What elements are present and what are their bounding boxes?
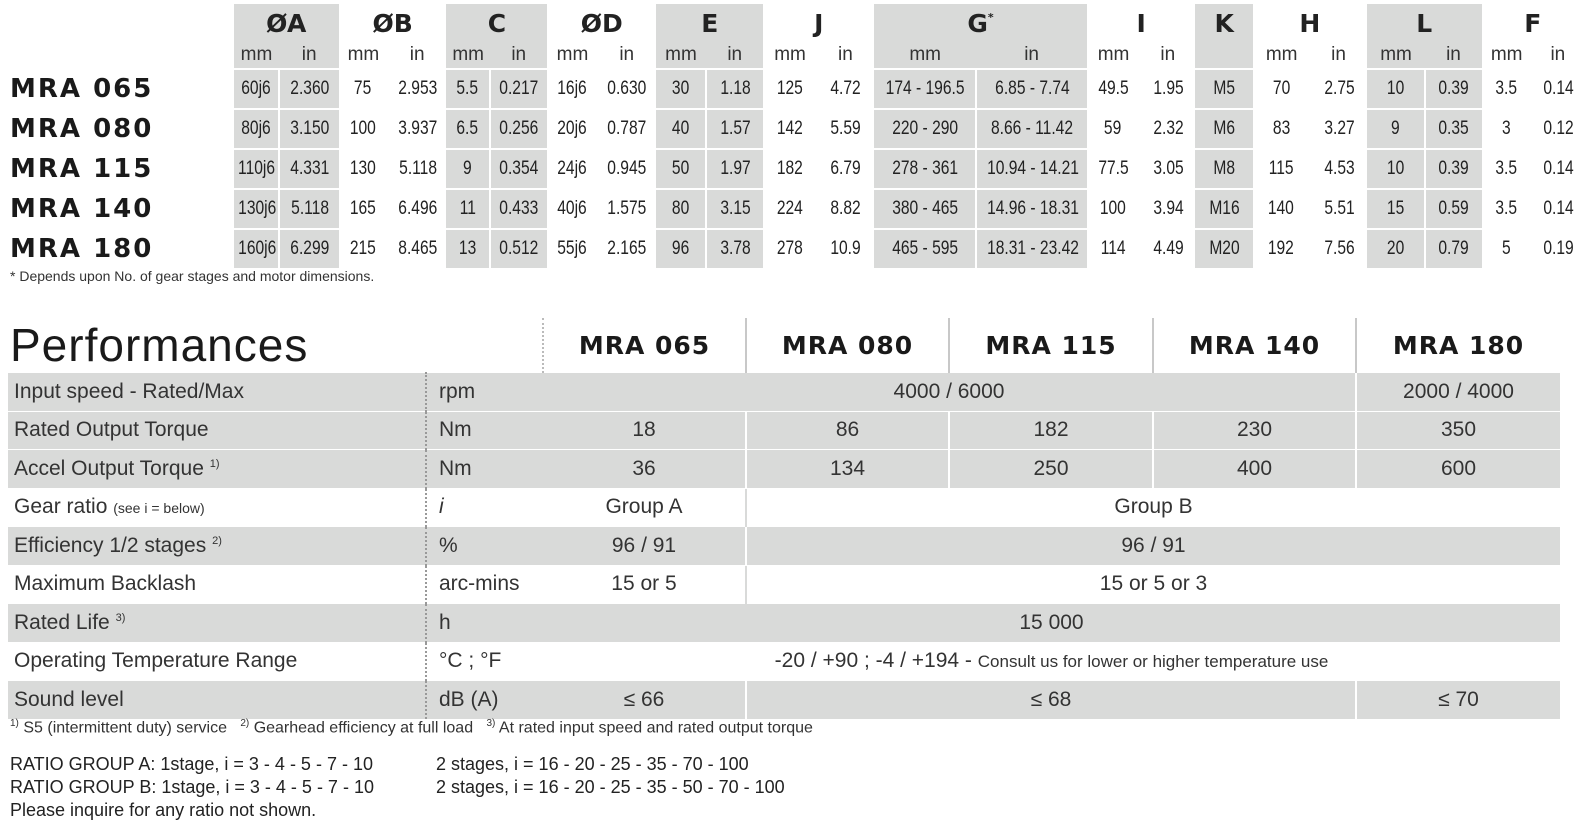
dimension-cell: 130j6 — [234, 189, 280, 229]
dimension-cell: 1.575 — [597, 189, 656, 229]
param-value: 350 — [1356, 411, 1560, 450]
dimension-cell: 49.5 — [1087, 69, 1140, 109]
perf-row-backlash — [8, 565, 1560, 604]
dimension-cell: 24j6 — [547, 149, 597, 189]
dimension-cell: 0.39 — [1425, 69, 1481, 109]
ratio-group-a-2stages: 2 stages, i = 16 - 20 - 25 - 35 - 70 - 100 — [436, 754, 749, 774]
unit-mm: mm — [656, 42, 706, 69]
unit-in: in — [279, 42, 339, 69]
perf-row-gear-ratio — [8, 488, 1560, 527]
dimension-cell: 160j6 — [234, 229, 280, 268]
dimension-cell: 30 — [656, 69, 706, 109]
param-value: 36 — [543, 450, 746, 489]
param-unit: Nm — [426, 411, 543, 450]
param-label: Operating Temperature Range — [8, 642, 426, 681]
perf-row-accel-torque — [8, 450, 1560, 489]
footnote-1: S5 (intermittent duty) service — [23, 719, 227, 737]
param-unit: arc-mins — [426, 565, 543, 604]
dimension-cell: 83 — [1253, 109, 1310, 149]
dimension-cell: 0.354 — [490, 149, 547, 189]
param-value: -20 / +90 ; -4 / +194 - Consult us for lower or higher temperature use — [543, 642, 1560, 681]
param-unit: % — [426, 527, 543, 566]
dimension-cell: 0.14 — [1532, 69, 1584, 109]
param-label: Rated Output Torque — [8, 411, 426, 450]
dimension-cell: 3 — [1482, 109, 1532, 149]
dimension-row — [8, 149, 1584, 189]
dimension-cell: 0.945 — [597, 149, 656, 189]
dimension-cell: M5 — [1195, 69, 1252, 109]
unit-mm: mm — [1367, 42, 1426, 69]
dimension-cell: 20 — [1367, 229, 1426, 268]
dimension-cell: 9 — [1367, 109, 1426, 149]
ratio-group-b: RATIO GROUP B: 1stage, i = 3 - 4 - 5 - 7 - 10 — [10, 777, 374, 797]
param-value: 18 — [543, 411, 746, 450]
ratio-group-a: RATIO GROUP A: 1stage, i = 3 - 4 - 5 - 7 - 10 — [10, 754, 373, 774]
dimension-cell: 224 — [763, 189, 816, 229]
dimension-cell: 10.94 - 14.21 — [976, 149, 1087, 189]
dimension-cell: 4.72 — [817, 69, 874, 109]
dim-group-header: C — [446, 4, 547, 42]
param-value: 96 / 91 — [746, 527, 1560, 566]
dimension-cell: 0.79 — [1425, 229, 1481, 268]
dimension-cell: 1.57 — [706, 109, 763, 149]
unit-mm: mm — [1097, 44, 1130, 65]
dimension-cell: 6.85 - 7.74 — [976, 69, 1087, 109]
param-value: 182 — [949, 411, 1153, 450]
dimension-cell: 13 — [446, 229, 490, 268]
model-label: MRA 065 — [8, 69, 234, 109]
dimension-cell: 5.59 — [817, 109, 874, 149]
dimension-cell: 0.14 — [1532, 189, 1584, 229]
param-value: 134 — [746, 450, 949, 489]
param-value: ≤ 66 — [543, 681, 746, 719]
dimension-cell: 3.05 — [1140, 149, 1195, 189]
dimension-cell: 0.19 — [1532, 229, 1584, 268]
dimension-cell: 1.97 — [706, 149, 763, 189]
dimension-cell: 6.299 — [279, 229, 339, 268]
param-value: 2000 / 4000 — [1356, 373, 1560, 412]
dimension-cell: 5.5 — [446, 69, 490, 109]
dim-group-header: K — [1195, 4, 1252, 42]
dimension-cell: 4.49 — [1140, 229, 1195, 268]
dimension-cell: 2.32 — [1140, 109, 1195, 149]
dimension-cell: 40j6 — [547, 189, 597, 229]
unit-in: in — [409, 44, 425, 65]
dimension-cell: 4.53 — [1310, 149, 1366, 189]
dimension-cell: 77.5 — [1087, 149, 1140, 189]
dimension-cell: 11 — [446, 189, 490, 229]
dimension-cell: 2.165 — [597, 229, 656, 268]
dimension-cell: 215 — [339, 229, 388, 268]
dimension-cell: 10 — [1367, 69, 1426, 109]
performances-title: Performances — [10, 319, 309, 371]
dim-group-header-g: G* — [874, 4, 1087, 42]
param-value: 96 / 91 — [543, 527, 746, 566]
param-value: 15 or 5 or 3 — [746, 565, 1560, 604]
param-value: 15 or 5 — [543, 565, 746, 604]
param-unit: i — [426, 488, 543, 527]
param-value: Group A — [543, 488, 746, 527]
footnote-2: Gearhead efficiency at full load — [253, 719, 474, 737]
dimensions-table — [8, 4, 1584, 268]
param-value: 15 000 — [543, 604, 1560, 643]
dimension-cell: 59 — [1087, 109, 1140, 149]
dim-group-header: L — [1367, 4, 1482, 42]
param-value: 230 — [1153, 411, 1356, 450]
dimension-cell: 2.953 — [388, 69, 447, 109]
footnote-3: At rated input speed and rated output torque — [498, 719, 813, 737]
unit-in: in — [976, 42, 1087, 69]
dimension-cell: 96 — [656, 229, 706, 268]
dimension-cell: 0.59 — [1425, 189, 1481, 229]
dimension-cell: 165 — [339, 189, 388, 229]
dim-group-header: F — [1524, 8, 1542, 38]
perf-row-rated-torque — [8, 411, 1560, 450]
performances-table — [8, 318, 1560, 719]
dimension-cell: 465 - 595 — [874, 229, 976, 268]
dimension-cell: 75 — [339, 69, 388, 109]
dimension-cell: 14.96 - 18.31 — [976, 189, 1087, 229]
dimension-cell: 3.15 — [706, 189, 763, 229]
dimension-cell: 174 - 196.5 — [874, 69, 976, 109]
unit-in: in — [1160, 44, 1176, 65]
dimension-cell: 100 — [339, 109, 388, 149]
dimension-row — [8, 109, 1584, 149]
perf-row-input-speed — [8, 373, 1560, 412]
model-label: MRA 115 — [8, 149, 234, 189]
dimension-cell: 130 — [339, 149, 388, 189]
unit-mm: mm — [446, 42, 490, 69]
model-label: MRA 180 — [8, 229, 234, 268]
dimension-cell: 8.465 — [388, 229, 447, 268]
perf-row-sound-level — [8, 681, 1560, 719]
dimension-cell: 278 - 361 — [874, 149, 976, 189]
dimension-cell: 3.5 — [1482, 189, 1532, 229]
model-label: MRA 140 — [8, 189, 234, 229]
dimension-cell: 80j6 — [234, 109, 280, 149]
unit-in: in — [1550, 44, 1566, 65]
perf-row-rated-life — [8, 604, 1560, 643]
unit-mm: mm — [874, 42, 976, 69]
dimension-cell: 5 — [1482, 229, 1532, 268]
dimension-cell: 2.360 — [279, 69, 339, 109]
param-unit: °C ; °F — [426, 642, 543, 681]
dimension-cell: 0.433 — [490, 189, 547, 229]
model-label: MRA 080 — [8, 109, 234, 149]
dimension-cell: 0.256 — [490, 109, 547, 149]
dimension-cell: 9 — [446, 149, 490, 189]
param-label: Maximum Backlash — [8, 565, 426, 604]
dimension-cell: 142 — [763, 109, 816, 149]
dimension-cell: 15 — [1367, 189, 1426, 229]
dimension-cell: 18.31 - 23.42 — [976, 229, 1087, 268]
dimension-cell: 115 — [1253, 149, 1310, 189]
dimension-cell: 40 — [656, 109, 706, 149]
dimension-cell: 4.331 — [279, 149, 339, 189]
dim-group-header: ØB — [372, 8, 413, 38]
unit-in: in — [706, 42, 763, 69]
dimension-cell: 0.14 — [1532, 149, 1584, 189]
dimension-cell: 3.78 — [706, 229, 763, 268]
param-label: Gear ratio (see i = below) — [8, 488, 426, 527]
dimension-cell: 2.75 — [1310, 69, 1366, 109]
dim-group-header: J — [814, 8, 824, 38]
dimension-cell: 55j6 — [547, 229, 597, 268]
dimension-cell: 192 — [1253, 229, 1310, 268]
dimension-cell: 3.27 — [1310, 109, 1366, 149]
unit-in: in — [1331, 44, 1346, 65]
model-header: MRA 065 — [578, 330, 711, 360]
param-label: Efficiency 1/2 stages $^{2)}$ — [8, 527, 426, 566]
dimension-cell: 278 — [763, 229, 816, 268]
param-label: Rated Life $^{3)}$ — [8, 604, 426, 643]
perf-row-efficiency — [8, 527, 1560, 566]
dimension-cell: 16j6 — [547, 69, 597, 109]
param-unit: h — [426, 604, 543, 643]
param-value: 4000 / 6000 — [543, 373, 1356, 412]
dimension-cell: 3.5 — [1482, 69, 1532, 109]
unit-mm: mm — [347, 44, 380, 65]
dim-group-header: E — [656, 4, 763, 42]
unit-mm: mm — [234, 42, 280, 69]
dimension-cell: 3.94 — [1140, 189, 1195, 229]
dim-group-header: ØD — [580, 8, 623, 38]
param-value: ≤ 70 — [1356, 681, 1560, 719]
dimension-cell: 20j6 — [547, 109, 597, 149]
unit-mm: mm — [556, 44, 589, 65]
param-value: 250 — [949, 450, 1153, 489]
dimension-cell: 80 — [656, 189, 706, 229]
dimension-cell: 0.217 — [490, 69, 547, 109]
dimension-cell: 0.35 — [1425, 109, 1481, 149]
dimension-cell: 220 - 290 — [874, 109, 976, 149]
dimension-unit-row — [8, 42, 1584, 69]
dimension-cell: 1.95 — [1140, 69, 1195, 109]
dim-group-header: H — [1299, 8, 1321, 38]
dimension-cell: 380 - 465 — [874, 189, 976, 229]
dimension-cell: 140 — [1253, 189, 1310, 229]
param-value: Group B — [746, 488, 1560, 527]
ratio-group-b-2stages: 2 stages, i = 16 - 20 - 25 - 35 - 50 - 70 - 100 — [436, 777, 785, 797]
unit-in: in — [1425, 42, 1481, 69]
dimension-cell: 5.118 — [388, 149, 447, 189]
unit-in: in — [490, 42, 547, 69]
perf-row-temperature — [8, 642, 1560, 681]
dimension-cell: 182 — [763, 149, 816, 189]
dimension-cell: 3.150 — [279, 109, 339, 149]
performances-header-row — [8, 318, 1560, 373]
dimension-cell: 0.39 — [1425, 149, 1481, 189]
dimension-cell: 50 — [656, 149, 706, 189]
dimension-cell: 3.5 — [1482, 149, 1532, 189]
param-unit: rpm — [426, 373, 543, 412]
dimension-row — [8, 189, 1584, 229]
temperature-note: Consult us for lower or higher temperature use — [977, 652, 1329, 672]
dim-group-header: ØA — [234, 4, 339, 42]
dimension-cell: 10.9 — [817, 229, 874, 268]
dimension-cell: 5.51 — [1310, 189, 1366, 229]
dimension-row — [8, 69, 1584, 109]
dimension-cell: 6.79 — [817, 149, 874, 189]
dimension-cell: 0.630 — [597, 69, 656, 109]
ratio-inquire-note: Please inquire for any ratio not shown. — [10, 800, 317, 820]
param-value: 86 — [746, 411, 949, 450]
param-value: ≤ 68 — [746, 681, 1356, 719]
dimension-cell: M20 — [1195, 229, 1252, 268]
dimension-cell: 5.118 — [279, 189, 339, 229]
dimension-cell: 125 — [763, 69, 816, 109]
dimension-cell: 6.496 — [388, 189, 447, 229]
dim-group-header: I — [1136, 8, 1146, 38]
dimension-cell: 70 — [1253, 69, 1310, 109]
param-unit: dB (A) — [426, 681, 543, 719]
dimension-cell: 7.56 — [1310, 229, 1366, 268]
unit-mm: mm — [1265, 44, 1298, 65]
dimension-row — [8, 229, 1584, 268]
model-header: MRA 180 — [1356, 318, 1560, 373]
performance-footnotes: $^{1)}$ S5 (intermittent duty) service $^{2)}$ Gearhead efficiency at full load $^{3)}$ At rated input speed and rated output torque — [10, 718, 813, 737]
dimension-cell: 8.82 — [817, 189, 874, 229]
dimension-cell: 100 — [1087, 189, 1140, 229]
ratio-groups-right — [436, 753, 785, 799]
dimension-cell: 0.512 — [490, 229, 547, 268]
dimension-group-header-row — [8, 4, 1584, 42]
param-label: Accel Output Torque $^{1)}$ — [8, 450, 426, 489]
dimension-cell: M6 — [1195, 109, 1252, 149]
dimension-cell: 110j6 — [234, 149, 280, 189]
unit-in: in — [619, 44, 635, 65]
model-header: MRA 140 — [1153, 318, 1356, 373]
param-label: Sound level — [8, 681, 426, 719]
dimension-cell: M16 — [1195, 189, 1252, 229]
dimensions-footnote: * Depends upon No. of gear stages and motor dimensions. — [10, 268, 375, 284]
dimension-cell: 60j6 — [234, 69, 280, 109]
dimension-cell: 6.5 — [446, 109, 490, 149]
param-label: Input speed - Rated/Max — [8, 373, 426, 412]
unit-mm: mm — [774, 44, 806, 65]
ratio-groups-left — [10, 753, 374, 822]
dimension-cell: M8 — [1195, 149, 1252, 189]
dimension-cell: 3.937 — [388, 109, 447, 149]
param-unit: Nm — [426, 450, 543, 489]
model-header: MRA 080 — [746, 318, 949, 373]
dimension-cell: 1.18 — [706, 69, 763, 109]
unit-mm: mm — [1490, 44, 1523, 65]
dimension-cell: 0.12 — [1532, 109, 1584, 149]
dimension-cell: 114 — [1087, 229, 1140, 268]
dimension-cell: 8.66 - 11.42 — [976, 109, 1087, 149]
dimension-cell: 0.787 — [597, 109, 656, 149]
model-header: MRA 115 — [949, 318, 1153, 373]
param-value: 400 — [1153, 450, 1356, 489]
dimension-cell: 10 — [1367, 149, 1426, 189]
param-value: 600 — [1356, 450, 1560, 489]
unit-in: in — [838, 44, 853, 65]
